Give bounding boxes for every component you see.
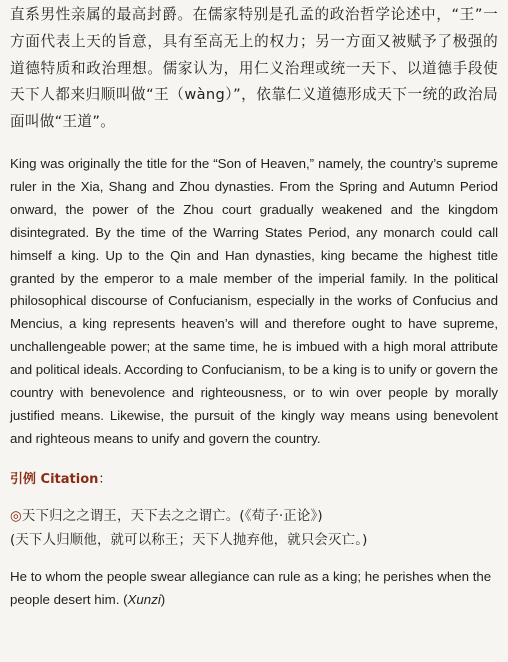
citation-heading-en: Citation: [40, 471, 99, 487]
citation-source-title: Xunzi: [127, 591, 161, 607]
citation-translation-cn: (天下人归顺他，就可以称王；天下人抛弃他，就只会灭亡。): [10, 532, 368, 548]
citation-translation-en-close: ): [160, 591, 166, 607]
chinese-paragraph: 直系男性亲属的最高封爵。在儒家特别是孔孟的政治哲学论述中，“王”一方面代表上天的旨意，具有至高无上的权力；另一方面又被赋予了极强的道德特质和政治理想。儒家认为，用仁义治理或统一天下、以道德手段使天下人都来归顺叫做“王（wàng）”，依靠仁义道德形成天下一统的政治局面叫做“王道”。: [10, 6, 498, 131]
citation-quote: [10, 505, 498, 529]
citation-heading-colon: ：: [98, 471, 112, 487]
citation-translation-en: [10, 566, 498, 612]
citation-translation-en-text: He to whom the people swear allegiance can rule as a king; he perishes when the people desert him. (: [10, 568, 492, 607]
citation-quote-text: 天下归之之谓王，天下去之之谓亡。(《荀子·正论》): [21, 508, 323, 524]
citation-heading-cn: 引例: [10, 471, 37, 487]
citation-heading: [10, 470, 498, 490]
circle-bullet-icon: ◎: [10, 508, 22, 524]
english-paragraph: King was originally the title for the “Son of Heaven,” namely, the country’s supreme ruler in the Xia, Shang and Zhou dynasties. From the Spring and Autumn Period onward, the power of the Zhou court gradually weakened and the kingdom disintegrated. By the time of the Warring States Period, any monarch could call himself a king. Up to the Qin and Han dynasties, king became the highest title granted by the emperor to a male member of the imperial family. In the political philosophical discourse of Confucianism, especially in the works of Confucius and Mencius, a king represents heaven’s will and therefore ought to have supreme, unchallengeable power; at the same time, he is imbued with a high moral attribute and political ideals. According to Confucianism, to be a king is to unify or govern the country with benevolence and righteousness, or to win over people by morally justified means. Likewise, the pursuit of the kingly way means using benevolent and righteous means to unify and govern the country.: [10, 155, 498, 446]
